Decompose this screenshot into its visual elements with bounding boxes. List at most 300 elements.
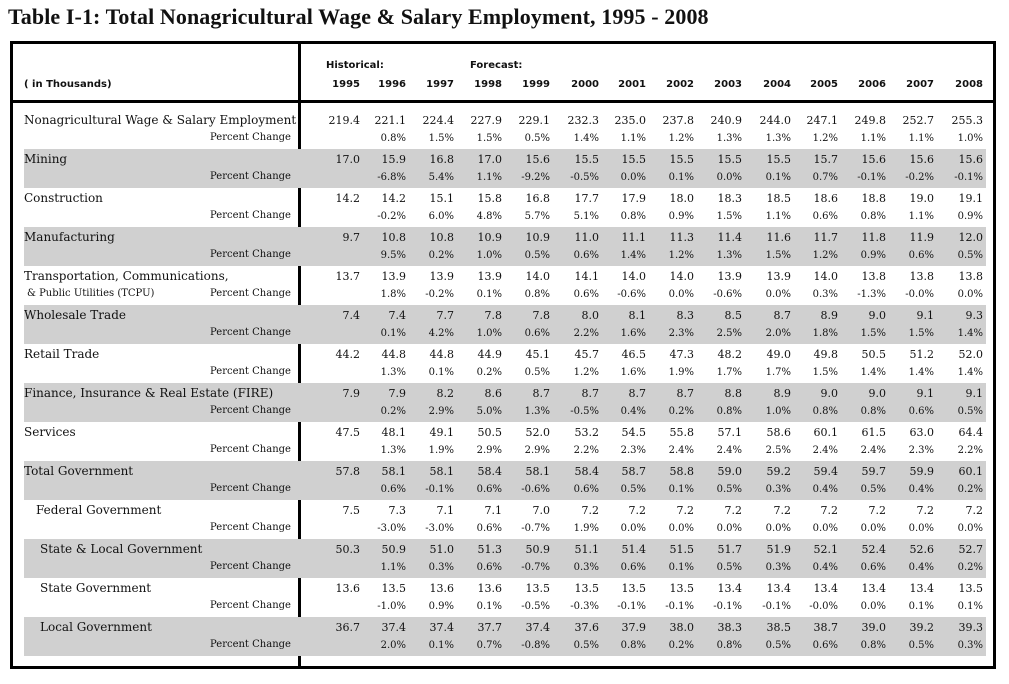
percent-change-label: Percent Change (210, 444, 291, 455)
value-cell: 44.9 (477, 348, 502, 361)
value-cell: 13.8 (909, 270, 934, 283)
value-cell: 16.8 (429, 153, 454, 166)
value-cell: 15.6 (525, 153, 550, 166)
percent-cell: 1.3% (765, 133, 791, 144)
percent-cell: 5.4% (428, 172, 454, 183)
value-cell: 8.9 (820, 309, 838, 322)
year-header: 2005 (810, 79, 838, 90)
value-cell: 38.3 (717, 621, 742, 634)
percent-cell: 2.0% (380, 640, 406, 651)
percent-cell: 0.8% (860, 640, 886, 651)
value-cell: 37.4 (525, 621, 550, 634)
percent-cell: 0.8% (620, 640, 646, 651)
percent-cell: 0.5% (524, 367, 550, 378)
value-cell: 15.5 (621, 153, 646, 166)
value-cell: 49.8 (813, 348, 838, 361)
value-cell: 54.5 (621, 426, 646, 439)
percent-cell: 0.1% (908, 601, 934, 612)
percent-cell: 2.9% (428, 406, 454, 417)
percent-cell: 0.0% (668, 289, 694, 300)
percent-cell: -0.6% (521, 484, 550, 495)
value-cell: 58.8 (669, 465, 694, 478)
percent-cell: 0.9% (668, 211, 694, 222)
percent-cell: -1.0% (377, 601, 406, 612)
value-cell: 224.4 (422, 114, 454, 127)
value-cell: 13.9 (381, 270, 406, 283)
percent-change-label: Percent Change (210, 327, 291, 338)
value-cell: 19.0 (909, 192, 934, 205)
percent-cell: 1.3% (380, 367, 406, 378)
value-cell: 52.1 (813, 543, 838, 556)
percent-cell: 0.6% (524, 328, 550, 339)
value-cell: 11.1 (621, 231, 646, 244)
value-cell: 52.6 (909, 543, 934, 556)
percent-cell: 2.3% (908, 445, 934, 456)
value-cell: 60.1 (958, 465, 983, 478)
value-cell: 44.8 (429, 348, 454, 361)
value-cell: 15.6 (909, 153, 934, 166)
value-cell: 7.2 (965, 504, 983, 517)
row-label: Manufacturing (24, 230, 115, 244)
value-cell: 10.8 (429, 231, 454, 244)
value-cell: 9.0 (820, 387, 838, 400)
percent-change-label: Percent Change (210, 171, 291, 182)
percent-cell: 0.4% (620, 406, 646, 417)
year-header: 2004 (763, 79, 791, 90)
percent-cell: 1.4% (908, 367, 934, 378)
year-header: 2002 (666, 79, 694, 90)
percent-cell: 1.5% (908, 328, 934, 339)
value-cell: 8.7 (676, 387, 694, 400)
value-cell: 59.9 (909, 465, 934, 478)
value-cell: 244.0 (759, 114, 791, 127)
percent-cell: 0.1% (765, 172, 791, 183)
percent-cell: 0.6% (860, 562, 886, 573)
percent-cell: 1.6% (620, 367, 646, 378)
percent-cell: 1.5% (428, 133, 454, 144)
value-cell: 13.4 (766, 582, 791, 595)
percent-change-label: Percent Change (210, 132, 291, 143)
value-cell: 14.1 (574, 270, 599, 283)
percent-cell: 1.1% (476, 172, 502, 183)
value-cell: 7.1 (436, 504, 454, 517)
percent-cell: 0.1% (668, 562, 694, 573)
value-cell: 7.9 (342, 387, 360, 400)
value-cell: 11.3 (669, 231, 694, 244)
percent-cell: -0.6% (617, 289, 646, 300)
value-cell: 17.0 (477, 153, 502, 166)
percent-cell: 1.9% (668, 367, 694, 378)
value-cell: 8.7 (581, 387, 599, 400)
year-header: 1996 (378, 79, 406, 90)
value-cell: 7.2 (773, 504, 791, 517)
percent-cell: 1.8% (812, 328, 838, 339)
value-cell: 15.1 (429, 192, 454, 205)
percent-cell: 1.2% (668, 250, 694, 261)
value-cell: 58.7 (621, 465, 646, 478)
value-cell: 9.3 (965, 309, 983, 322)
value-cell: 37.7 (477, 621, 502, 634)
value-cell: 46.5 (621, 348, 646, 361)
value-cell: 13.6 (335, 582, 360, 595)
percent-cell: -0.5% (521, 601, 550, 612)
percent-cell: 0.8% (524, 289, 550, 300)
value-cell: 59.0 (717, 465, 742, 478)
percent-cell: 0.5% (908, 640, 934, 651)
value-cell: 8.0 (581, 309, 599, 322)
value-cell: 37.4 (429, 621, 454, 634)
percent-cell: 5.0% (476, 406, 502, 417)
value-cell: 16.8 (525, 192, 550, 205)
percent-cell: 1.3% (380, 445, 406, 456)
value-cell: 15.5 (574, 153, 599, 166)
value-cell: 50.5 (861, 348, 886, 361)
percent-cell: -6.8% (377, 172, 406, 183)
percent-cell: 0.8% (812, 406, 838, 417)
percent-change-label: Percent Change (210, 522, 291, 533)
value-cell: 50.9 (525, 543, 550, 556)
value-cell: 7.2 (916, 504, 934, 517)
percent-cell: 1.5% (860, 328, 886, 339)
value-cell: 221.1 (374, 114, 406, 127)
percent-cell: 0.1% (668, 484, 694, 495)
percent-cell: -0.7% (521, 562, 550, 573)
percent-cell: 1.4% (957, 367, 983, 378)
value-cell: 11.7 (813, 231, 838, 244)
value-cell: 51.4 (621, 543, 646, 556)
row-label: State & Local Government (40, 542, 203, 556)
row-label: Mining (24, 152, 68, 166)
percent-cell: 0.6% (620, 562, 646, 573)
percent-cell: 1.2% (668, 133, 694, 144)
value-cell: 51.7 (717, 543, 742, 556)
percent-cell: 1.3% (716, 133, 742, 144)
percent-cell: 0.2% (476, 367, 502, 378)
value-cell: 10.9 (525, 231, 550, 244)
percent-cell: 0.0% (908, 523, 934, 534)
percent-cell: -0.0% (809, 601, 838, 612)
value-cell: 18.8 (861, 192, 886, 205)
percent-cell: 0.6% (573, 484, 599, 495)
percent-cell: 0.5% (716, 484, 742, 495)
percent-cell: 0.2% (957, 484, 983, 495)
value-cell: 15.7 (813, 153, 838, 166)
percent-cell: 2.4% (668, 445, 694, 456)
value-cell: 11.6 (766, 231, 791, 244)
row-label: Construction (24, 191, 103, 205)
percent-cell: 0.8% (620, 211, 646, 222)
value-cell: 7.2 (581, 504, 599, 517)
value-cell: 8.1 (628, 309, 646, 322)
percent-cell: 1.5% (812, 367, 838, 378)
row-label: Wholesale Trade (24, 308, 126, 322)
year-header: 2000 (571, 79, 599, 90)
value-cell: 8.9 (773, 387, 791, 400)
value-cell: 13.8 (958, 270, 983, 283)
percent-cell: 2.4% (716, 445, 742, 456)
percent-change-label: Percent Change (210, 288, 291, 299)
value-cell: 14.0 (621, 270, 646, 283)
percent-cell: 1.2% (812, 250, 838, 261)
value-cell: 59.4 (813, 465, 838, 478)
year-header: 1998 (474, 79, 502, 90)
percent-cell: 2.2% (573, 445, 599, 456)
value-cell: 52.0 (958, 348, 983, 361)
forecast-label: Forecast: (470, 60, 523, 71)
value-cell: 50.9 (381, 543, 406, 556)
value-cell: 14.0 (669, 270, 694, 283)
percent-cell: 4.8% (476, 211, 502, 222)
row-label: State Government (40, 581, 152, 595)
value-cell: 7.1 (484, 504, 502, 517)
value-cell: 50.3 (335, 543, 360, 556)
value-cell: 51.2 (909, 348, 934, 361)
percent-cell: 0.8% (716, 640, 742, 651)
percent-cell: 2.3% (620, 445, 646, 456)
value-cell: 11.4 (717, 231, 742, 244)
percent-cell: 0.6% (908, 406, 934, 417)
percent-cell: -1.3% (857, 289, 886, 300)
value-cell: 8.2 (436, 387, 454, 400)
value-cell: 8.6 (484, 387, 502, 400)
value-cell: 55.8 (669, 426, 694, 439)
value-cell: 7.5 (342, 504, 360, 517)
percent-cell: 0.7% (812, 172, 838, 183)
value-cell: 15.8 (477, 192, 502, 205)
value-cell: 44.8 (381, 348, 406, 361)
percent-cell: 0.6% (476, 562, 502, 573)
value-cell: 17.0 (335, 153, 360, 166)
percent-cell: 1.2% (573, 367, 599, 378)
percent-change-label: Percent Change (210, 561, 291, 572)
percent-cell: 0.1% (428, 367, 454, 378)
percent-change-label: Percent Change (210, 483, 291, 494)
percent-cell: 0.2% (957, 562, 983, 573)
value-cell: 13.6 (429, 582, 454, 595)
value-cell: 13.4 (909, 582, 934, 595)
value-cell: 39.0 (861, 621, 886, 634)
percent-cell: 0.2% (380, 406, 406, 417)
value-cell: 58.1 (429, 465, 454, 478)
value-cell: 13.4 (861, 582, 886, 595)
header-divider (10, 100, 996, 103)
value-cell: 247.1 (806, 114, 838, 127)
percent-cell: 1.4% (620, 250, 646, 261)
value-cell: 9.0 (868, 309, 886, 322)
value-cell: 10.9 (477, 231, 502, 244)
percent-cell: 0.1% (957, 601, 983, 612)
percent-cell: 1.1% (620, 133, 646, 144)
value-cell: 8.7 (773, 309, 791, 322)
value-cell: 13.9 (717, 270, 742, 283)
percent-cell: -9.2% (521, 172, 550, 183)
row-label: Transportation, Communications, (24, 269, 229, 283)
value-cell: 15.5 (766, 153, 791, 166)
value-cell: 7.4 (342, 309, 360, 322)
percent-cell: -0.1% (713, 601, 742, 612)
percent-cell: -0.0% (905, 289, 934, 300)
value-cell: 45.7 (574, 348, 599, 361)
value-cell: 255.3 (951, 114, 983, 127)
percent-cell: 6.0% (428, 211, 454, 222)
value-cell: 7.8 (484, 309, 502, 322)
value-cell: 14.0 (813, 270, 838, 283)
units-label: ( in Thousands) (24, 79, 112, 90)
year-header: 2001 (618, 79, 646, 90)
percent-cell: 0.2% (668, 640, 694, 651)
value-cell: 12.0 (958, 231, 983, 244)
percent-cell: 0.5% (765, 640, 791, 651)
value-cell: 38.5 (766, 621, 791, 634)
value-cell: 8.7 (628, 387, 646, 400)
value-cell: 60.1 (813, 426, 838, 439)
value-cell: 52.0 (525, 426, 550, 439)
value-cell: 240.9 (710, 114, 742, 127)
percent-cell: 1.1% (765, 211, 791, 222)
value-cell: 51.9 (766, 543, 791, 556)
row-sublabel: & Public Utilities (TCPU) (27, 288, 155, 299)
percent-change-label: Percent Change (210, 600, 291, 611)
percent-cell: 1.4% (573, 133, 599, 144)
percent-cell: 0.5% (860, 484, 886, 495)
percent-cell: 1.5% (765, 250, 791, 261)
percent-change-label: Percent Change (210, 210, 291, 221)
percent-cell: 0.4% (908, 562, 934, 573)
percent-cell: 2.4% (860, 445, 886, 456)
value-cell: 57.1 (717, 426, 742, 439)
value-cell: 7.7 (436, 309, 454, 322)
percent-cell: 0.1% (476, 289, 502, 300)
percent-cell: -0.2% (377, 211, 406, 222)
percent-cell: -0.7% (521, 523, 550, 534)
percent-cell: 0.6% (476, 523, 502, 534)
percent-cell: -0.5% (570, 172, 599, 183)
value-cell: 18.5 (766, 192, 791, 205)
value-cell: 58.1 (525, 465, 550, 478)
percent-cell: 0.2% (428, 250, 454, 261)
value-cell: 8.8 (724, 387, 742, 400)
value-cell: 14.2 (335, 192, 360, 205)
percent-cell: 0.9% (957, 211, 983, 222)
percent-cell: 0.5% (716, 562, 742, 573)
value-cell: 13.9 (429, 270, 454, 283)
value-cell: 13.9 (766, 270, 791, 283)
value-cell: 18.3 (717, 192, 742, 205)
percent-cell: 0.3% (765, 484, 791, 495)
percent-cell: -3.0% (377, 523, 406, 534)
percent-change-label: Percent Change (210, 639, 291, 650)
value-cell: 59.7 (861, 465, 886, 478)
percent-cell: 4.2% (428, 328, 454, 339)
value-cell: 7.0 (532, 504, 550, 517)
value-cell: 58.4 (574, 465, 599, 478)
value-cell: 52.7 (958, 543, 983, 556)
row-label: Nonagricultural Wage & Salary Employment (24, 113, 297, 127)
percent-cell: 1.7% (716, 367, 742, 378)
percent-cell: 0.3% (957, 640, 983, 651)
value-cell: 58.6 (766, 426, 791, 439)
value-cell: 59.2 (766, 465, 791, 478)
value-cell: 11.0 (574, 231, 599, 244)
row-label: Retail Trade (24, 347, 100, 361)
percent-cell: 0.0% (812, 523, 838, 534)
percent-cell: 1.1% (860, 133, 886, 144)
value-cell: 51.5 (669, 543, 694, 556)
value-cell: 227.9 (470, 114, 502, 127)
percent-cell: 2.2% (957, 445, 983, 456)
percent-cell: 2.5% (765, 445, 791, 456)
percent-cell: 0.0% (716, 172, 742, 183)
percent-cell: 0.6% (812, 211, 838, 222)
percent-cell: 1.5% (716, 211, 742, 222)
value-cell: 18.6 (813, 192, 838, 205)
percent-cell: 0.5% (957, 250, 983, 261)
percent-cell: 9.5% (380, 250, 406, 261)
value-cell: 51.0 (429, 543, 454, 556)
percent-cell: 0.5% (573, 640, 599, 651)
percent-cell: 0.6% (573, 289, 599, 300)
percent-cell: 1.4% (860, 367, 886, 378)
percent-cell: 0.4% (908, 484, 934, 495)
year-header: 1995 (332, 79, 360, 90)
value-cell: 37.4 (381, 621, 406, 634)
percent-cell: 1.8% (380, 289, 406, 300)
percent-cell: 1.4% (957, 328, 983, 339)
value-cell: 47.5 (335, 426, 360, 439)
value-cell: 48.1 (381, 426, 406, 439)
value-cell: 8.3 (676, 309, 694, 322)
percent-cell: 0.0% (957, 523, 983, 534)
percent-cell: 0.0% (765, 289, 791, 300)
value-cell: 13.4 (717, 582, 742, 595)
value-cell: 38.0 (669, 621, 694, 634)
value-cell: 7.9 (388, 387, 406, 400)
value-cell: 232.3 (567, 114, 599, 127)
percent-cell: -0.1% (954, 172, 983, 183)
percent-cell: 0.3% (573, 562, 599, 573)
value-cell: 15.6 (958, 153, 983, 166)
row-label: Finance, Insurance & Real Estate (FIRE) (24, 386, 274, 400)
value-cell: 13.6 (477, 582, 502, 595)
percent-cell: 0.0% (860, 523, 886, 534)
value-cell: 13.9 (477, 270, 502, 283)
percent-cell: -0.6% (713, 289, 742, 300)
percent-cell: -0.1% (617, 601, 646, 612)
percent-cell: 0.6% (380, 484, 406, 495)
percent-change-label: Percent Change (210, 366, 291, 377)
row-label: Federal Government (36, 503, 162, 517)
percent-cell: 1.2% (812, 133, 838, 144)
percent-cell: 0.5% (620, 484, 646, 495)
value-cell: 9.1 (916, 309, 934, 322)
value-cell: 37.9 (621, 621, 646, 634)
value-cell: 17.9 (621, 192, 646, 205)
percent-cell: 2.5% (716, 328, 742, 339)
value-cell: 53.2 (574, 426, 599, 439)
value-cell: 13.5 (621, 582, 646, 595)
row-label: Local Government (40, 620, 152, 634)
percent-cell: 1.3% (524, 406, 550, 417)
value-cell: 51.1 (574, 543, 599, 556)
value-cell: 219.4 (328, 114, 360, 127)
value-cell: 15.9 (381, 153, 406, 166)
percent-cell: 0.1% (476, 601, 502, 612)
percent-cell: 0.9% (860, 250, 886, 261)
value-cell: 19.1 (958, 192, 983, 205)
value-cell: 50.5 (477, 426, 502, 439)
value-cell: 39.3 (958, 621, 983, 634)
table-title: Table I-1: Total Nonagricultural Wage & Salary Employment, 1995 - 2008 (8, 4, 709, 29)
